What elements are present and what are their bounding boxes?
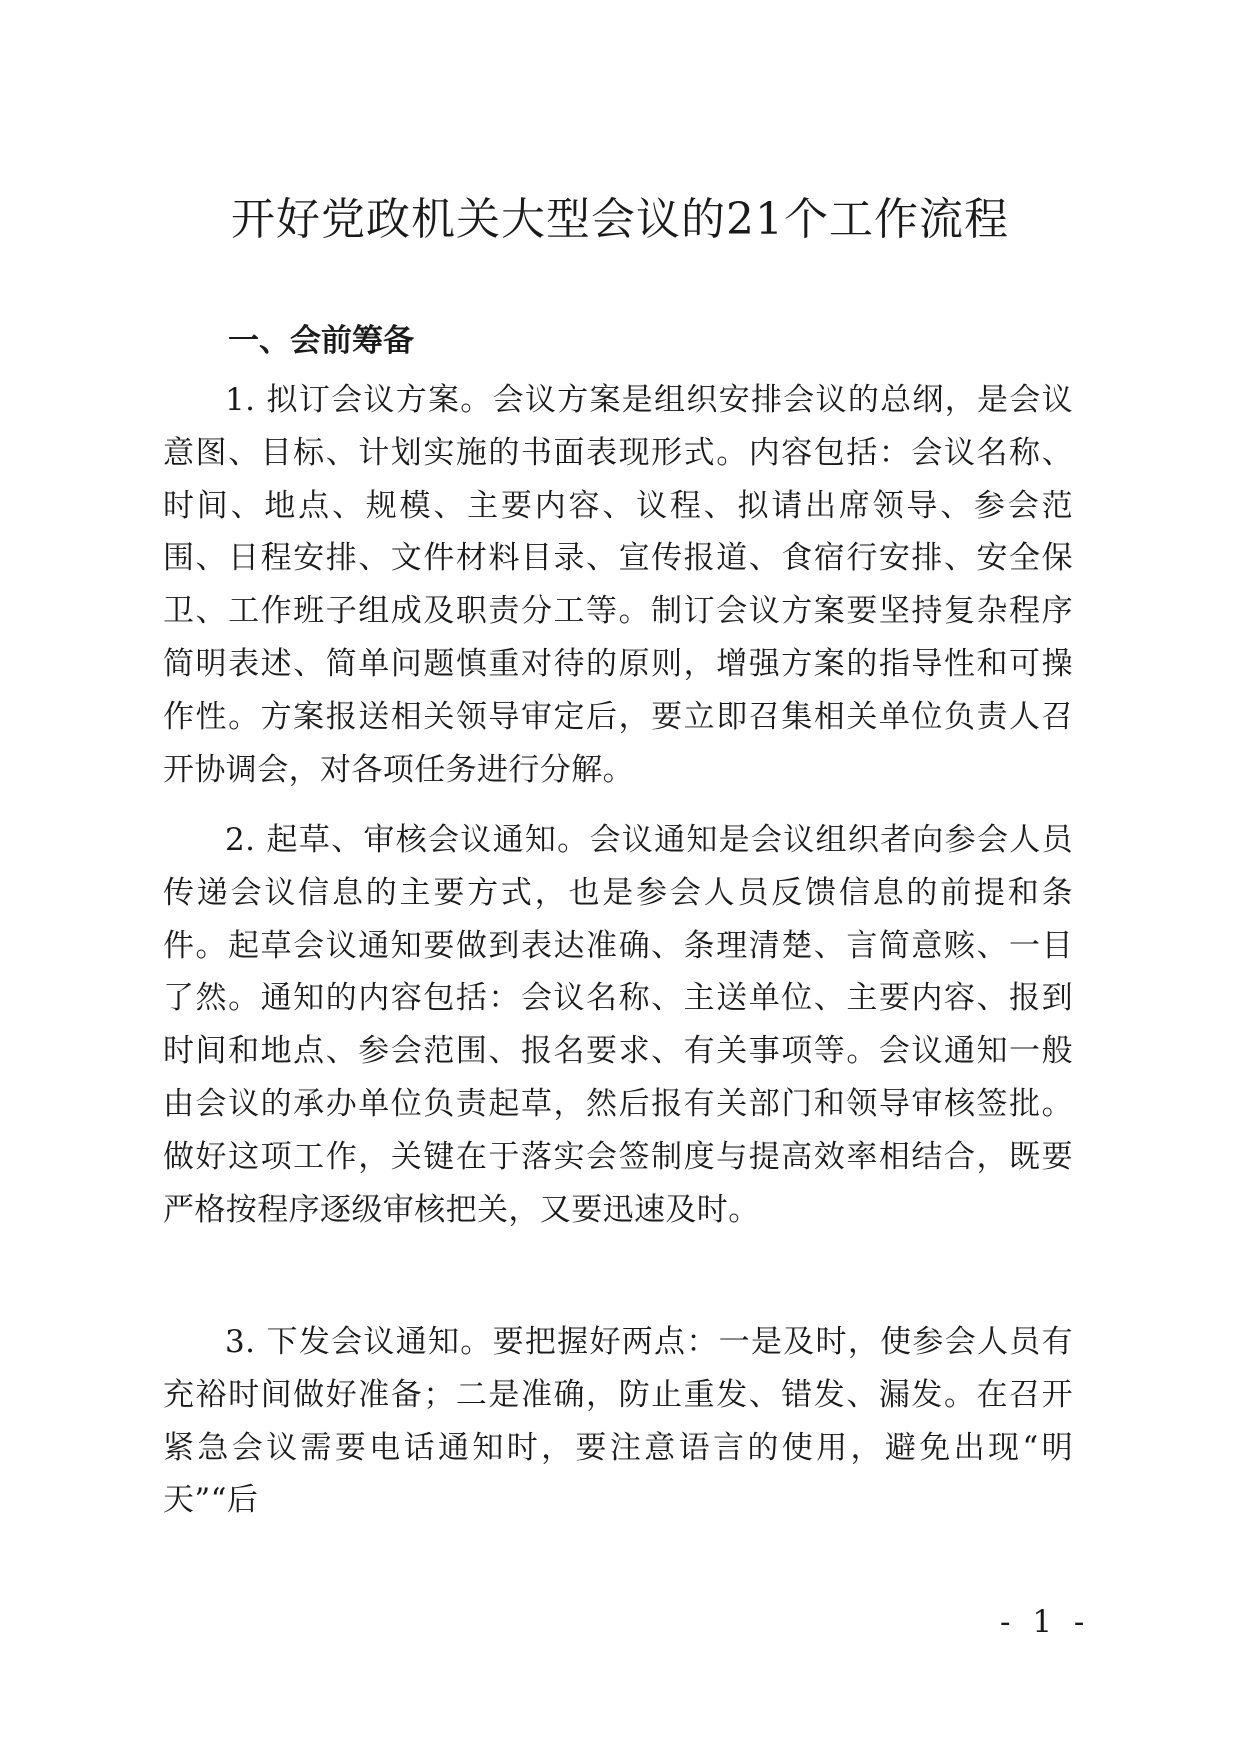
paragraph-item-1 [163,374,1073,796]
document-title: 开好党政机关大型会议的21个工作流程 [231,194,1009,245]
item-title: 拟订会议方案。 [266,382,493,418]
paragraph-item-2 [163,814,1073,1236]
item-text: 会议通知是会议组织者向参会人员传递会议信息的主要方式，也是参会人员反馈信息的前提和条件。起草会议通知要做到表达准确、条理清楚、言简意赅、一目了然。通知的内容包括：会议名称、主送单位、主要内容、报到时间和地点、参会范围、报名要求、有关事项等。会议通知一般由会议的承办单位负责起草，然后报有关部门和领导审核签批。做好这项工作，关键在于落实会签制度与提高效率相结合，既要严格按程序逐级审核把关，又要迅速及时。 [163,822,1074,1228]
section-heading: 一、会前筹备 [228,323,414,359]
item-title: 起草、审核会议通知。 [266,822,590,858]
item-number: 1. [225,382,267,418]
paragraph-item-3 [163,1316,1073,1527]
item-text: 要把握好两点：一是及时，使参会人员有充裕时间做好准备；二是准确，防止重发、错发、漏发。在召开紧急会议需要电话通知时，要注意语言的使用，避免出现“明天”“后 [163,1324,1073,1519]
item-title: 下发会议通知。 [266,1324,493,1360]
page-number: - 1 - [1000,1604,1091,1640]
item-text: 会议方案是组织安排会议的总纲，是会议意图、目标、计划实施的书面表现形式。内容包括：会议名称、时间、地点、规模、主要内容、议程、拟请出席领导、参会范围、日程安排、文件材料目录、宣传报道、食宿行安排、安全保卫、工作班子组成及职责分工等。制订会议方案要坚持复杂程序简明表述、简单问题慎重对待的原则，增强方案的指导性和可操作性。方案报送相关领导审定后，要立即召集相关单位负责人召开协调会，对各项任务进行分解。 [163,382,1073,788]
item-number: 2. [225,822,267,858]
item-number: 3. [225,1324,267,1360]
